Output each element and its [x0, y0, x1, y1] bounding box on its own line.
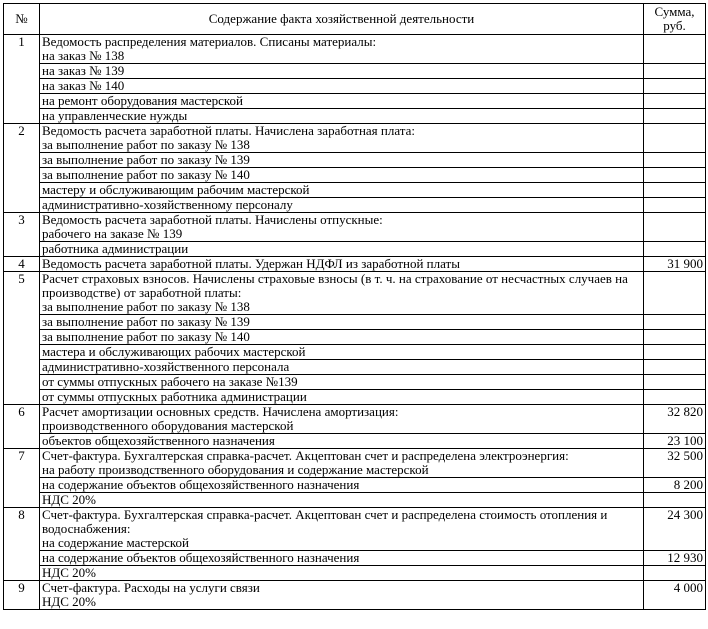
- row-sum: [644, 153, 706, 168]
- ledger-row: [4, 242, 706, 257]
- description-line: на заказ № 138: [42, 48, 125, 63]
- description-line: производственного оборудования мастерской: [42, 418, 294, 433]
- row-description: [40, 493, 644, 508]
- row-sum: [644, 390, 706, 405]
- row-number: 9: [4, 581, 40, 610]
- row-description: [40, 35, 644, 64]
- row-description: [40, 168, 644, 183]
- description-line: от суммы отпускных рабочего на заказе №139: [42, 374, 298, 389]
- description-line: Расчет амортизации основных средств. Начислена амортизация:: [42, 404, 399, 419]
- ledger-row: [4, 390, 706, 405]
- row-sum: [644, 124, 706, 153]
- row-description: [40, 390, 644, 405]
- ledger-row: [4, 315, 706, 330]
- description-line: Ведомость расчета заработной платы. Удержан НДФЛ из заработной платы: [42, 256, 460, 271]
- ledger-row: [4, 109, 706, 124]
- ledger-row: [4, 124, 706, 153]
- row-sum: [644, 375, 706, 390]
- row-description: [40, 257, 644, 272]
- row-sum: [644, 183, 706, 198]
- row-description: [40, 315, 644, 330]
- description-line: работника администрации: [42, 241, 189, 256]
- row-number: 4: [4, 257, 40, 272]
- description-line: за выполнение работ по заказу № 139: [42, 314, 250, 329]
- row-sum: 24 300: [644, 508, 706, 551]
- description-line: НДС 20%: [42, 594, 97, 609]
- row-sum: 8 200: [644, 478, 706, 493]
- description-line: на заказ № 140: [42, 78, 125, 93]
- ledger-row: [4, 434, 706, 449]
- row-number: 1: [4, 35, 40, 124]
- header-description: Содержание факта хозяйственной деятельности: [40, 4, 644, 35]
- row-number: 7: [4, 449, 40, 508]
- row-description: [40, 330, 644, 345]
- ledger-row: [4, 478, 706, 493]
- row-sum: [644, 566, 706, 581]
- description-line: на заказ № 139: [42, 63, 125, 78]
- row-sum: [644, 330, 706, 345]
- description-line: Счет-фактура. Расходы на услуги связи: [42, 580, 260, 595]
- ledger-row: [4, 581, 706, 610]
- ledger-row: [4, 375, 706, 390]
- row-sum: [644, 198, 706, 213]
- row-description: [40, 272, 644, 315]
- ledger-row: [4, 272, 706, 315]
- ledger-row: [4, 566, 706, 581]
- ledger-row: [4, 79, 706, 94]
- row-description: [40, 109, 644, 124]
- ledger-row: [4, 35, 706, 64]
- row-sum: [644, 109, 706, 124]
- row-number: 2: [4, 124, 40, 213]
- ledger-table: [3, 3, 706, 610]
- description-line: объектов общехозяйственного назначения: [42, 433, 275, 448]
- header-sum: Сумма, руб.: [644, 4, 706, 35]
- row-sum: [644, 213, 706, 242]
- description-line: рабочего на заказе № 139: [42, 226, 183, 241]
- description-line: мастеру и обслуживающим рабочим мастерской: [42, 182, 310, 197]
- ledger-row: [4, 168, 706, 183]
- header-row: [4, 4, 706, 35]
- ledger-row: [4, 508, 706, 551]
- row-description: [40, 566, 644, 581]
- row-number: 6: [4, 405, 40, 449]
- row-description: [40, 551, 644, 566]
- description-line: на ремонт оборудования мастерской: [42, 93, 243, 108]
- ledger-row: [4, 64, 706, 79]
- row-sum: [644, 35, 706, 64]
- ledger-row: [4, 330, 706, 345]
- row-number: 5: [4, 272, 40, 405]
- row-description: [40, 242, 644, 257]
- row-sum: 12 930: [644, 551, 706, 566]
- row-sum: [644, 315, 706, 330]
- description-line: на содержание объектов общехозяйственного назначения: [42, 477, 360, 492]
- description-line: Счет-фактура. Бухгалтерская справка-расчет. Акцептован счет и распределена стоимость отопления и водоснабжения:: [42, 507, 608, 536]
- row-description: [40, 360, 644, 375]
- ledger-row: [4, 493, 706, 508]
- ledger-row: [4, 360, 706, 375]
- row-description: [40, 581, 644, 610]
- row-sum: 4 000: [644, 581, 706, 610]
- row-sum: [644, 168, 706, 183]
- row-sum: [644, 272, 706, 315]
- row-sum: 23 100: [644, 434, 706, 449]
- ledger-row: [4, 198, 706, 213]
- row-sum: [644, 64, 706, 79]
- row-sum: [644, 79, 706, 94]
- row-number: 8: [4, 508, 40, 581]
- header-num: №: [4, 4, 40, 35]
- row-description: [40, 79, 644, 94]
- ledger-row: [4, 94, 706, 109]
- description-line: Ведомость распределения материалов. Списаны материалы:: [42, 34, 377, 49]
- description-line: за выполнение работ по заказу № 140: [42, 329, 250, 344]
- row-description: [40, 124, 644, 153]
- ledger-row: [4, 213, 706, 242]
- ledger-row: [4, 183, 706, 198]
- row-description: [40, 153, 644, 168]
- description-line: за выполнение работ по заказу № 139: [42, 152, 250, 167]
- description-line: за выполнение работ по заказу № 140: [42, 167, 250, 182]
- row-description: [40, 94, 644, 109]
- row-description: [40, 64, 644, 79]
- row-number: 3: [4, 213, 40, 257]
- description-line: на управленческие нужды: [42, 108, 188, 123]
- description-line: Ведомость расчета заработной платы. Начислены отпускные:: [42, 212, 383, 227]
- description-line: административно-хозяйственному персоналу: [42, 197, 293, 212]
- ledger-row: [4, 551, 706, 566]
- row-description: [40, 508, 644, 551]
- description-line: на работу производственного оборудования и содержание мастерской: [42, 462, 429, 477]
- description-line: за выполнение работ по заказу № 138: [42, 299, 250, 314]
- row-description: [40, 375, 644, 390]
- row-sum: 31 900: [644, 257, 706, 272]
- ledger-body: [4, 35, 706, 610]
- description-line: НДС 20%: [42, 565, 97, 580]
- ledger-row: [4, 257, 706, 272]
- row-sum: 32 500: [644, 449, 706, 478]
- row-description: [40, 183, 644, 198]
- description-line: Ведомость расчета заработной платы. Начислена заработная плата:: [42, 123, 416, 138]
- row-description: [40, 198, 644, 213]
- description-line: Расчет страховых взносов. Начислены страховые взносы (в т. ч. на страхование от несчастных случаев на производстве) от заработной платы:: [42, 271, 628, 300]
- description-line: мастера и обслуживающих рабочих мастерской: [42, 344, 306, 359]
- row-description: [40, 345, 644, 360]
- row-sum: [644, 345, 706, 360]
- row-description: [40, 213, 644, 242]
- description-line: за выполнение работ по заказу № 138: [42, 137, 250, 152]
- ledger-row: [4, 449, 706, 478]
- description-line: на содержание мастерской: [42, 535, 189, 550]
- ledger-row: [4, 405, 706, 434]
- row-description: [40, 478, 644, 493]
- row-sum: [644, 493, 706, 508]
- row-sum: [644, 242, 706, 257]
- row-sum: [644, 94, 706, 109]
- description-line: на содержание объектов общехозяйственного назначения: [42, 550, 360, 565]
- description-line: административно-хозяйственного персонала: [42, 359, 290, 374]
- ledger-row: [4, 153, 706, 168]
- description-line: от суммы отпускных работника администрации: [42, 389, 307, 404]
- ledger-row: [4, 345, 706, 360]
- description-line: Счет-фактура. Бухгалтерская справка-расчет. Акцептован счет и распределена электроэнергия:: [42, 448, 569, 463]
- row-sum: [644, 360, 706, 375]
- row-description: [40, 449, 644, 478]
- row-description: [40, 434, 644, 449]
- row-description: [40, 405, 644, 434]
- row-sum: 32 820: [644, 405, 706, 434]
- description-line: НДС 20%: [42, 492, 97, 507]
